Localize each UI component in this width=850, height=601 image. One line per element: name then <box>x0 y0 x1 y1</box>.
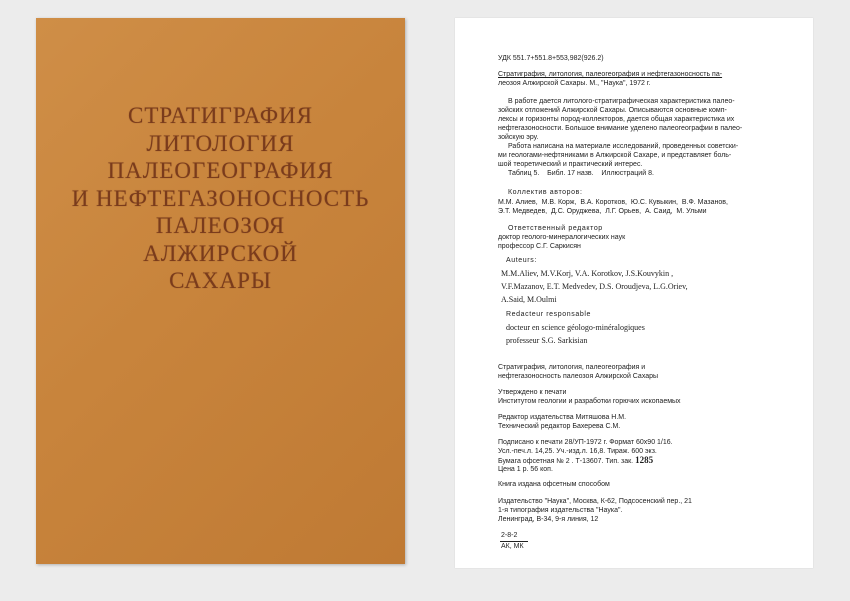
staff-line: Редактор издательства Митяшова Н.М. <box>498 414 627 421</box>
editor-line: доктор геолого-минералогических наук <box>498 234 626 241</box>
approved-line: Институтом геологии и разработки горючих ископаемых <box>498 398 681 405</box>
print-details-line: Усл.-печ.л. 14,25. Уч.-изд.л. 16,8. Тираж. 600 экз. <box>498 448 657 455</box>
cover-title-line: СТРАТИГРАФИЯ <box>128 103 313 128</box>
code-line: 2-8-2 <box>501 532 518 539</box>
short-title-line: нефтегазоносность палеозоя Алжирской Сахары <box>498 373 659 380</box>
bibliographic-reference-line: леозоя Алжирской Сахары. М., "Наука", 1972 г. <box>498 80 651 87</box>
redacteur-heading: Redacteur responsable <box>506 311 591 318</box>
book-cover <box>36 18 405 564</box>
udk-code: УДК 551.7+551.8+553,982(926.2) <box>498 55 604 62</box>
staff-line: Технический редактор Бахерева С.М. <box>498 423 621 430</box>
approved-line: Утверждено к печати <box>498 389 567 396</box>
auteurs-line: V.F.Mazanov, E.T. Medvedev, D.S. Oroudjeva, L.G.Oriev, <box>501 282 688 291</box>
cover-title-line: САХАРЫ <box>169 268 272 293</box>
authors-line: Э.Т. Медведев, Д.С. Оруджева, Л.Г. Орьев, А. Саид, М. Ульми <box>498 208 707 215</box>
auteurs-heading: Auteurs: <box>506 257 537 264</box>
cover-title-line: И НЕФТЕГАЗОНОСНОСТЬ <box>71 185 370 211</box>
cover-title-line: ПАЛЕОЗОЯ <box>155 213 286 238</box>
auteurs-line: M.M.Aliev, M.V.Korj, V.A. Korotkov, J.S.Kouvykin , <box>501 269 674 278</box>
editor-heading: Ответственный редактор <box>508 225 603 232</box>
abstract-line: В работе дается литолого-стратиграфическая характеристика палео- <box>508 98 735 105</box>
short-title-line: Стратиграфия, литология, палеогеография и <box>498 364 646 371</box>
cover-title-line: ЛИТОЛОГИЯ <box>146 130 295 156</box>
abstract-line: Работа написана на материале исследований, проведенных советски- <box>508 143 739 150</box>
abstract-line: ми геологами-нефтяниками в Алжирской Сахаре, и представляет боль- <box>498 152 732 159</box>
publisher-line: 1-я типография издательства "Наука". <box>498 507 623 514</box>
paper-order-text: Бумага офсетная № 2 . Т-13607. Тип. зак. <box>498 458 636 465</box>
redacteur-line: professeur S.G. Sarkisian <box>506 336 588 345</box>
order-number: 1285 <box>635 455 654 465</box>
publisher-line: Издательство "Наука", Москва, К-62, Подсосенский пер., 21 <box>498 498 692 505</box>
redacteur-line: docteur en science géologo-minéralogiques <box>506 323 645 332</box>
publisher-line: Ленинград, В-34, 9-я линия, 12 <box>498 516 599 523</box>
abstract-line: зойских отложений Алжирской Сахары. Описываются основные комп- <box>498 107 727 114</box>
abstract-line: нефтегазоносности. Большое внимание уделено палеогеографии в палео- <box>498 125 743 132</box>
cover-title <box>36 102 405 295</box>
abstract-line: Таблиц 5. Библ. 17 назв. Иллюстраций 8. <box>508 170 654 177</box>
editor-line: профессор С.Г. Саркисян <box>498 243 581 250</box>
abstract-line: лексы и горизонты пород-коллекторов, дается общая характеристика их <box>498 116 735 123</box>
authors-heading: Коллектив авторов: <box>508 189 583 196</box>
abstract-line: зойскую эру. <box>498 134 539 141</box>
code-line: АК, МК <box>501 543 524 550</box>
price-line: Цена 1 р. 56 коп. <box>498 466 553 473</box>
abstract-line: шой теоретический и практический интерес. <box>498 161 643 168</box>
print-details-line: Подписано к печати 28/УП-1972 г. Формат 60х90 1/16. <box>498 439 673 446</box>
imprint-page <box>455 18 813 568</box>
authors-line: М.М. Алиев, М.В. Корж, В.А. Коротков, Ю.С. Кувыкин, В.Ф. Мазанов, <box>498 199 728 206</box>
offset-printing-line: Книга издана офсетным способом <box>498 481 610 488</box>
bibliographic-reference-line: Стратиграфия, литология, палеогеография и нефтегазоносность па- <box>498 71 723 78</box>
cover-title-line: АЛЖИРСКОЙ <box>143 240 298 266</box>
auteurs-line: A.Said, M.Oulmi <box>501 295 557 304</box>
cover-title-line: ПАЛЕОГЕОГРАФИЯ <box>107 158 334 183</box>
